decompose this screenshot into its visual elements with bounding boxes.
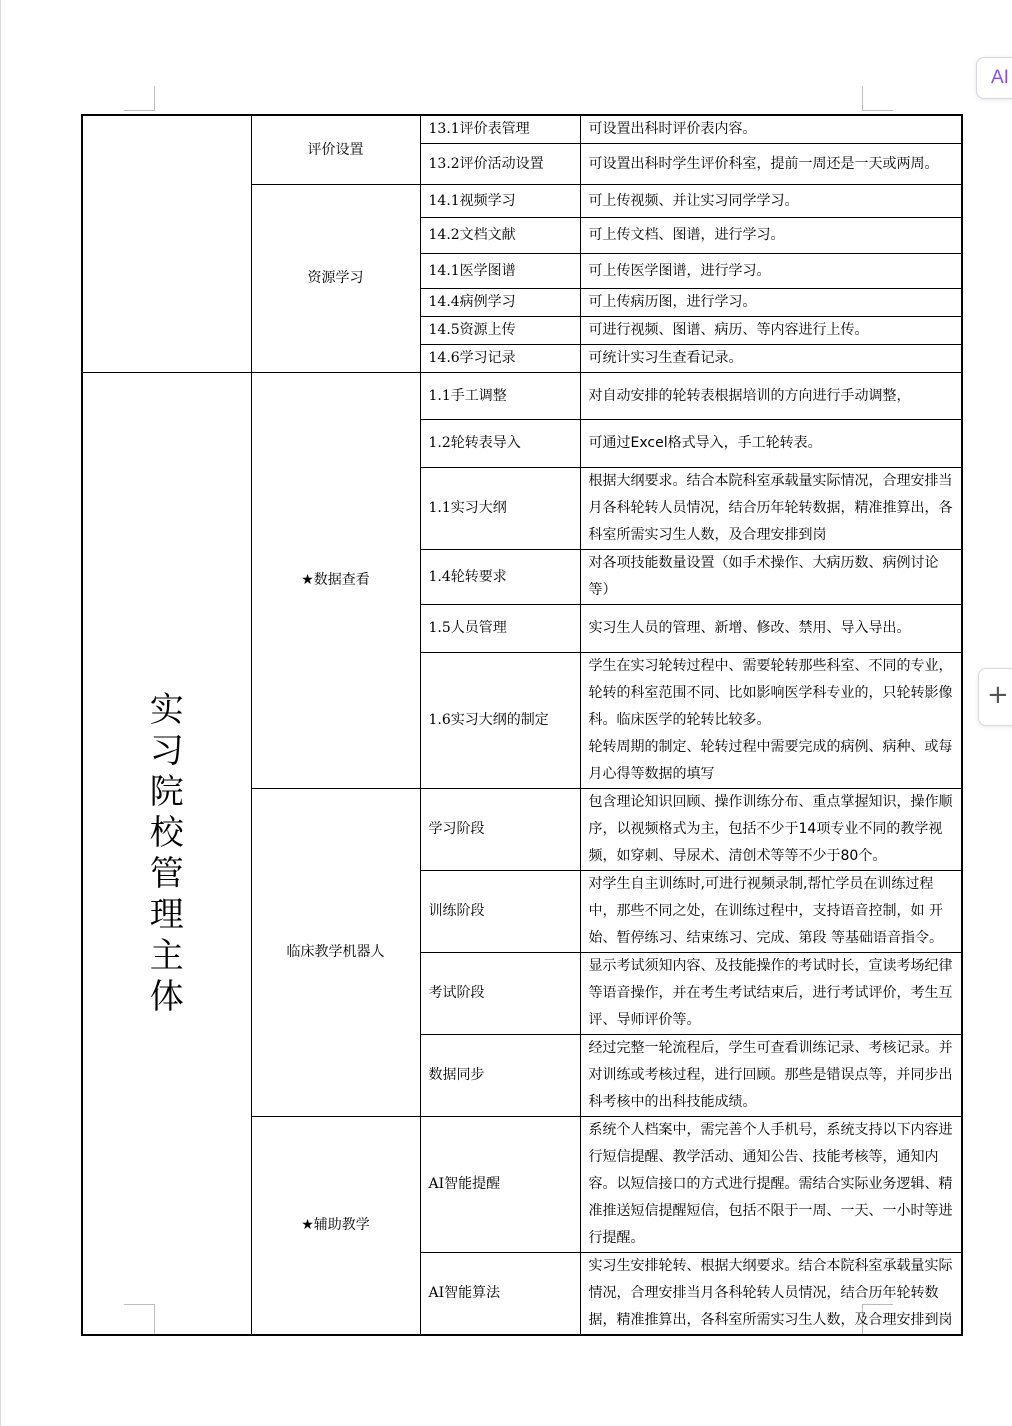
item-code: 14.6学习记录 bbox=[420, 345, 580, 373]
item-desc: 可上传医学图谱，进行学习。 bbox=[580, 254, 962, 289]
add-button[interactable] bbox=[978, 668, 1012, 726]
feature-table bbox=[81, 114, 963, 1336]
item-desc-part: 轮转周期的制定、轮转过程中需要完成的病例、病种、或每月心得等数据的填写 bbox=[588, 739, 953, 782]
item-code: 1.2轮转表导入 bbox=[420, 420, 580, 468]
item-desc: 可上传视频、并让实习同学学习。 bbox=[580, 185, 962, 218]
item-desc: 可设置出科时学生评价科室，提前一周还是一天或两周。 bbox=[580, 144, 962, 185]
item-code: 1.1手工调整 bbox=[420, 373, 580, 420]
item-code: 考试阶段 bbox=[420, 953, 580, 1035]
main-category-title: 实习院校管理主体 bbox=[149, 689, 184, 1017]
item-code: 13.2评价活动设置 bbox=[420, 144, 580, 185]
item-desc: 可进行视频、图谱、病历、等内容进行上传。 bbox=[580, 317, 962, 345]
item-code: AI智能算法 bbox=[420, 1253, 580, 1336]
item-code: 14.1视频学习 bbox=[420, 185, 580, 218]
item-code: 数据同步 bbox=[420, 1035, 580, 1117]
item-code: AI智能提醒 bbox=[420, 1117, 580, 1253]
main-category-cell bbox=[82, 373, 251, 1336]
item-code: 13.1评价表管理 bbox=[420, 115, 580, 144]
item-desc: 根据大纲要求。结合本院科室承载量实际情况，合理安排当月各科轮转人员情况，结合历年轮转数据，精准推算出，各科室所需实习生人数，及合理安排到岗 bbox=[580, 468, 962, 550]
ai-label: AI bbox=[991, 67, 1009, 88]
item-desc-part: 学生在实习轮转过程中、需要轮转那些科室、不同的专业，轮转的科室范围不同、比如影响医学科专业的，只轮转影像科。临床医学的轮转比较多。 bbox=[588, 658, 953, 728]
group-name: 评价设置 bbox=[251, 115, 420, 185]
item-desc: 可设置出科时评价表内容。 bbox=[580, 115, 962, 144]
item-code: 1.1实习大纲 bbox=[420, 468, 580, 550]
item-code: 1.5人员管理 bbox=[420, 605, 580, 653]
item-code: 14.1医学图谱 bbox=[420, 254, 580, 289]
group-name: 临床教学机器人 bbox=[251, 789, 420, 1117]
item-desc: 可上传病历图，进行学习。 bbox=[580, 289, 962, 317]
item-code: 训练阶段 bbox=[420, 871, 580, 953]
item-desc: 经过完整一轮流程后，学生可查看训练记录、考核记录。并对训练或考核过程，进行回顾。那些是错误点等，并同步出科考核中的出科技能成绩。 bbox=[580, 1035, 962, 1117]
page-corner-mark bbox=[862, 86, 893, 111]
item-desc: 实习生安排轮转、根据大纲要求。结合本院科室承载量实际情况，合理安排当月各科轮转人员情况，结合历年轮转数据，精准推算出，各科室所需实习生人数，及合理安排到岗 bbox=[580, 1253, 962, 1336]
group-name: 资源学习 bbox=[251, 185, 420, 373]
item-desc: 可统计实习生查看记录。 bbox=[580, 345, 962, 373]
item-desc: 显示考试须知内容、及技能操作的考试时长，宣读考场纪律等语音操作，并在考生考试结束后，进行考试评价，考生互评、导师评价等。 bbox=[580, 953, 962, 1035]
page-corner-mark bbox=[124, 86, 155, 111]
group-name: ★辅助教学 bbox=[251, 1117, 420, 1336]
item-desc: 系统个人档案中，需完善个人手机号，系统支持以下内容进行短信提醒、教学活动、通知公告、技能考核等，通知内容。以短信接口的方式进行提醒。需结合实际业务逻辑、精准推送短信提醒短信，包括不限于一周、一天、一小时等进行提醒。 bbox=[580, 1117, 962, 1253]
item-desc: 实习生人员的管理、新增、修改、禁用、导入导出。 bbox=[580, 605, 962, 653]
item-code: 14.2文档文献 bbox=[420, 218, 580, 254]
item-desc: 对各项技能数量设置（如手术操作、大病历数、病例讨论等） bbox=[580, 550, 962, 605]
item-code: 1.4轮转要求 bbox=[420, 550, 580, 605]
group-name: ★数据查看 bbox=[251, 373, 420, 789]
item-code: 1.6实习大纲的制定 bbox=[420, 653, 580, 789]
empty-category-cell bbox=[82, 115, 251, 373]
item-code: 14.4病例学习 bbox=[420, 289, 580, 317]
ai-assistant-button[interactable] bbox=[976, 57, 1012, 99]
page-edge bbox=[0, 0, 1, 1426]
item-desc: 可通过Excel格式导入，手工轮转表。 bbox=[580, 420, 962, 468]
item-desc: 包含理论知识回顾、操作训练分布、重点掌握知识，操作顺序，以视频格式为主，包括不少于14项专业不同的教学视频，如穿刺、导尿术、清创术等等不少于80个。 bbox=[580, 789, 962, 871]
plus-icon: + bbox=[987, 680, 1009, 710]
item-desc bbox=[580, 653, 962, 789]
item-desc: 对学生自主训练时,可进行视频录制,帮忙学员在训练过程中，那些不同之处，在训练过程中，支持语音控制，如 开始、暂停练习、结束练习、完成、第段 等基础语音指令。 bbox=[580, 871, 962, 953]
item-code: 14.5资源上传 bbox=[420, 317, 580, 345]
item-code: 学习阶段 bbox=[420, 789, 580, 871]
item-desc: 可上传文档、图谱，进行学习。 bbox=[580, 218, 962, 254]
item-desc: 对自动安排的轮转表根据培训的方向进行手动调整， bbox=[580, 373, 962, 420]
